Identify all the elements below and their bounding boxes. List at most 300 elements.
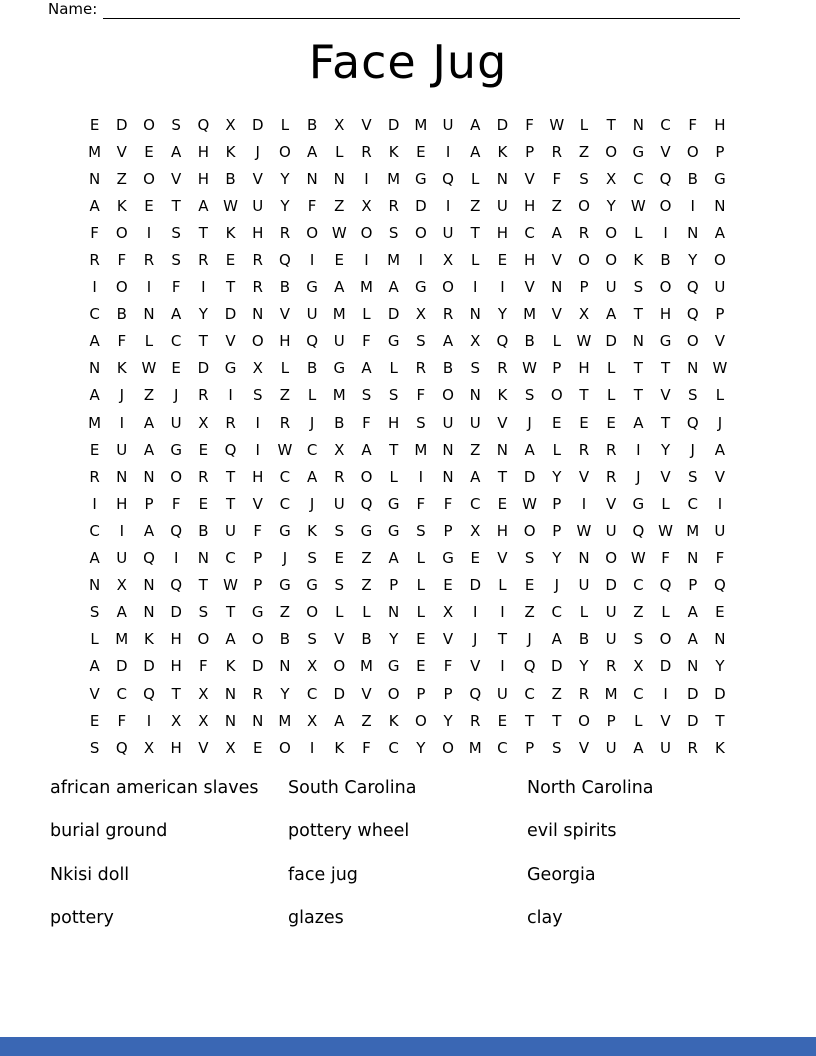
grid-cell: L: [634, 711, 643, 730]
grid-cell: R: [578, 440, 590, 459]
grid-cell: R: [551, 142, 562, 161]
grid-cell: C: [306, 440, 318, 459]
grid-cell: P: [715, 305, 725, 324]
grid-cell: O: [414, 223, 427, 242]
grid-cell: A: [361, 440, 372, 459]
grid-cell: I: [500, 278, 505, 297]
grid-cell: Q: [442, 169, 454, 188]
grid-cell: Q: [306, 332, 318, 351]
grid-cell: N: [143, 467, 155, 486]
grid-cell: O: [578, 251, 590, 270]
grid-cell: S: [334, 521, 345, 540]
word-list: [50, 766, 766, 940]
grid-cell: Q: [170, 521, 183, 540]
grid-cell: O: [197, 630, 210, 649]
grid-cell: F: [171, 278, 181, 297]
grid-cell: T: [660, 413, 671, 432]
grid-cell: V: [497, 413, 508, 432]
grid-cell: N: [224, 711, 237, 730]
grid-cell: J: [527, 413, 532, 432]
grid-cell: J: [527, 630, 532, 649]
grid-cell: G: [659, 332, 672, 351]
grid-cell: Z: [470, 440, 481, 459]
grid-cell: G: [279, 521, 291, 540]
grid-cell: N: [687, 359, 699, 378]
grid-cell: E: [416, 630, 426, 649]
grid-cell: H: [496, 223, 509, 242]
grid-cell: N: [496, 440, 509, 459]
grid-cell: X: [225, 738, 236, 757]
grid-cell: A: [524, 440, 535, 459]
grid-cell: E: [470, 549, 480, 568]
grid-cell: E: [334, 251, 345, 270]
grid-cell: C: [633, 169, 644, 188]
grid-cell: A: [633, 738, 644, 757]
grid-cell: N: [252, 305, 264, 324]
grid-cell: Q: [659, 169, 672, 188]
grid-cell: U: [306, 305, 318, 324]
grid-cell: L: [307, 386, 317, 405]
grid-cell: O: [115, 278, 128, 297]
grid-cell: X: [361, 196, 372, 215]
grid-cell: O: [659, 630, 672, 649]
grid-cell: Q: [143, 549, 155, 568]
grid-cell: S: [416, 521, 426, 540]
grid-cell: F: [117, 711, 127, 730]
grid-cell: X: [442, 603, 454, 622]
grid-cell: H: [279, 332, 291, 351]
grid-cell: V: [470, 657, 481, 676]
grid-cell: U: [469, 413, 481, 432]
grid-cell: Q: [714, 576, 726, 595]
grid-cell: A: [470, 115, 481, 134]
grid-cell: F: [525, 115, 534, 134]
grid-cell: E: [89, 440, 100, 459]
grid-cell: O: [578, 196, 590, 215]
grid-cell: E: [225, 251, 236, 270]
grid-cell: O: [605, 142, 618, 161]
grid-cell: H: [197, 169, 209, 188]
grid-cell: L: [552, 440, 561, 459]
grid-cell: B: [361, 630, 372, 649]
grid-cell: Y: [688, 251, 698, 270]
grid-cell: Q: [279, 251, 291, 270]
grid-cell: L: [579, 603, 589, 622]
grid-cell: K: [714, 738, 725, 757]
grid-cell: M: [359, 657, 373, 676]
page-title: Face Jug: [308, 35, 508, 89]
grid-cell: Q: [197, 115, 210, 134]
grid-cell: D: [116, 115, 128, 134]
grid-cell: G: [415, 169, 427, 188]
grid-cell: P: [389, 576, 399, 595]
grid-cell: U: [605, 603, 617, 622]
name-blank-line[interactable]: [103, 2, 740, 19]
grid-cell: J: [173, 386, 179, 405]
grid-cell: O: [442, 738, 454, 757]
word-list-item: african american slaves: [50, 777, 259, 798]
grid-cell: R: [143, 251, 155, 270]
grid-cell: F: [688, 115, 698, 134]
grid-cell: M: [332, 305, 346, 324]
name-row: [48, 0, 740, 19]
grid-cell: R: [89, 467, 100, 486]
grid-cell: A: [225, 630, 236, 649]
grid-cell: W: [712, 359, 728, 378]
grid-cell: U: [442, 413, 454, 432]
grid-cell: I: [92, 278, 97, 297]
grid-cell: B: [687, 169, 698, 188]
grid-cell: P: [416, 684, 426, 703]
grid-cell: V: [361, 115, 372, 134]
grid-cell: G: [387, 494, 400, 513]
grid-cell: E: [715, 603, 725, 622]
grid-cell: U: [605, 738, 617, 757]
grid-cell: F: [416, 494, 426, 513]
grid-cell: G: [632, 494, 645, 513]
grid-cell: I: [500, 603, 505, 622]
grid-cell: B: [334, 413, 345, 432]
grid-cell: U: [225, 521, 237, 540]
grid-cell: R: [442, 305, 454, 324]
grid-cell: M: [359, 278, 373, 297]
grid-cell: A: [388, 549, 399, 568]
grid-cell: B: [524, 332, 535, 351]
grid-cell: Y: [552, 467, 562, 486]
grid-cell: N: [442, 467, 454, 486]
grid-cell: D: [116, 657, 128, 676]
grid-cell: S: [552, 738, 562, 757]
grid-cell: B: [279, 278, 291, 297]
grid-cell: Q: [224, 440, 237, 459]
grid-cell: D: [605, 576, 617, 595]
grid-cell: Z: [279, 603, 291, 622]
grid-cell: G: [415, 278, 427, 297]
grid-cell: L: [416, 549, 426, 568]
grid-cell: B: [279, 630, 291, 649]
grid-cell: R: [470, 711, 481, 730]
grid-cell: A: [606, 305, 617, 324]
grid-cell: V: [198, 738, 209, 757]
grid-cell: V: [497, 549, 508, 568]
grid-cell: Y: [579, 657, 589, 676]
grid-cell: L: [362, 603, 371, 622]
grid-cell: P: [552, 521, 562, 540]
grid-cell: A: [388, 278, 399, 297]
grid-cell: F: [715, 549, 725, 568]
grid-cell: H: [523, 196, 536, 215]
grid-cell: S: [524, 549, 535, 568]
grid-cell: Y: [715, 657, 725, 676]
grid-cell: G: [714, 169, 726, 188]
grid-cell: I: [663, 223, 668, 242]
grid-cell: N: [279, 657, 291, 676]
grid-cell: B: [442, 359, 454, 378]
grid-cell: T: [171, 684, 181, 703]
grid-cell: C: [497, 738, 508, 757]
grid-cell: I: [146, 711, 152, 730]
grid-cell: M: [387, 251, 401, 270]
grid-cell: B: [660, 251, 671, 270]
grid-cell: D: [659, 657, 672, 676]
grid-cell: W: [522, 494, 538, 513]
grid-cell: K: [116, 359, 127, 378]
grid-cell: C: [279, 467, 291, 486]
grid-cell: Z: [361, 576, 372, 595]
grid-cell: L: [552, 332, 561, 351]
grid-cell: N: [306, 169, 318, 188]
grid-cell: S: [334, 576, 345, 595]
grid-cell: N: [197, 549, 209, 568]
grid-cell: T: [497, 467, 507, 486]
grid-cell: S: [633, 630, 644, 649]
grid-cell: H: [252, 223, 264, 242]
grid-cell: L: [715, 386, 725, 405]
grid-cell: J: [309, 413, 315, 432]
grid-cell: T: [389, 440, 399, 459]
word-search-grid: [81, 111, 734, 761]
grid-cell: U: [170, 413, 182, 432]
grid-cell: N: [88, 576, 101, 595]
grid-cell: G: [306, 576, 318, 595]
grid-cell: V: [578, 738, 590, 757]
grid-cell: K: [497, 386, 508, 405]
grid-cell: E: [334, 549, 345, 568]
grid-cell: I: [445, 142, 451, 161]
grid-cell: A: [714, 440, 726, 459]
grid-cell: P: [606, 711, 616, 730]
grid-cell: K: [388, 711, 399, 730]
grid-cell: C: [524, 223, 535, 242]
grid-cell: Y: [389, 630, 399, 649]
grid-cell: M: [468, 738, 482, 757]
grid-cell: J: [554, 576, 559, 595]
grid-cell: I: [309, 738, 315, 757]
grid-cell: J: [282, 549, 288, 568]
grid-cell: M: [115, 630, 129, 649]
grid-cell: U: [605, 278, 617, 297]
word-list-item: pottery: [50, 908, 114, 929]
word-list-col1: [50, 766, 288, 940]
grid-cell: I: [690, 196, 695, 215]
grid-cell: J: [309, 494, 315, 513]
grid-cell: I: [309, 251, 315, 270]
grid-cell: Z: [578, 142, 590, 161]
grid-cell: B: [225, 169, 236, 188]
grid-cell: E: [443, 576, 453, 595]
grid-cell: S: [89, 603, 100, 622]
grid-cell: W: [141, 359, 157, 378]
grid-cell: Z: [551, 684, 562, 703]
grid-cell: I: [418, 467, 424, 486]
grid-cell: G: [170, 440, 182, 459]
grid-cell: L: [280, 359, 290, 378]
grid-cell: O: [143, 169, 155, 188]
grid-cell: O: [414, 711, 427, 730]
grid-cell: L: [471, 169, 480, 188]
grid-cell: C: [633, 684, 644, 703]
grid-cell: E: [552, 413, 562, 432]
grid-cell: X: [143, 738, 155, 757]
grid-cell: K: [225, 142, 236, 161]
grid-cell: K: [225, 657, 236, 676]
grid-cell: A: [470, 467, 481, 486]
grid-cell: I: [717, 494, 723, 513]
grid-cell: R: [279, 413, 291, 432]
grid-cell: D: [714, 684, 726, 703]
grid-cell: I: [255, 413, 260, 432]
grid-cell: O: [578, 711, 590, 730]
grid-cell: T: [225, 467, 236, 486]
grid-cell: G: [333, 359, 346, 378]
grid-cell: X: [198, 684, 209, 703]
grid-cell: V: [714, 332, 726, 351]
name-label: Name:: [48, 0, 98, 18]
grid-cell: A: [687, 630, 698, 649]
grid-cell: I: [228, 386, 233, 405]
grid-cell: H: [170, 657, 182, 676]
grid-cell: G: [306, 278, 318, 297]
grid-cell: I: [119, 413, 124, 432]
grid-cell: M: [686, 521, 700, 540]
grid-cell: T: [198, 223, 208, 242]
grid-cell: G: [387, 657, 400, 676]
grid-cell: J: [636, 467, 641, 486]
grid-cell: W: [658, 521, 673, 540]
grid-cell: N: [224, 684, 237, 703]
grid-cell: K: [307, 521, 318, 540]
grid-cell: R: [687, 738, 698, 757]
grid-cell: A: [143, 413, 155, 432]
grid-cell: T: [225, 278, 236, 297]
grid-cell: A: [334, 278, 345, 297]
grid-cell: G: [251, 603, 264, 622]
grid-cell: R: [252, 251, 263, 270]
grid-cell: D: [143, 657, 155, 676]
grid-cell: P: [144, 494, 154, 513]
grid-cell: Y: [280, 196, 290, 215]
grid-cell: M: [88, 142, 102, 161]
grid-cell: V: [252, 494, 263, 513]
grid-cell: O: [360, 467, 373, 486]
grid-cell: N: [687, 223, 699, 242]
grid-cell: L: [661, 494, 670, 513]
grid-cell: D: [387, 305, 400, 324]
grid-cell: A: [470, 142, 481, 161]
grid-cell: A: [89, 549, 100, 568]
grid-cell: D: [686, 711, 699, 730]
grid-cell: J: [717, 413, 723, 432]
grid-cell: E: [89, 115, 100, 134]
grid-cell: K: [334, 738, 345, 757]
grid-cell: V: [606, 494, 617, 513]
grid-cell: I: [364, 169, 369, 188]
grid-cell: L: [389, 467, 398, 486]
grid-cell: P: [688, 576, 698, 595]
grid-cell: N: [496, 169, 509, 188]
grid-cell: E: [497, 711, 508, 730]
grid-cell: S: [171, 115, 181, 134]
grid-cell: X: [334, 440, 345, 459]
grid-cell: O: [279, 142, 291, 161]
grid-cell: I: [500, 657, 505, 676]
grid-cell: R: [605, 657, 617, 676]
grid-cell: Z: [334, 196, 345, 215]
grid-cell: D: [686, 684, 699, 703]
grid-cell: C: [660, 115, 671, 134]
grid-cell: V: [524, 169, 535, 188]
grid-cell: F: [552, 169, 562, 188]
grid-cell: A: [89, 657, 100, 676]
grid-cell: E: [497, 494, 508, 513]
grid-cell: E: [252, 738, 263, 757]
grid-cell: I: [418, 251, 424, 270]
grid-cell: S: [388, 386, 399, 405]
grid-cell: S: [171, 223, 181, 242]
grid-cell: S: [252, 386, 263, 405]
grid-cell: C: [633, 576, 644, 595]
grid-cell: A: [442, 332, 454, 351]
grid-cell: F: [362, 413, 371, 432]
grid-cell: O: [387, 684, 400, 703]
grid-cell: D: [170, 603, 182, 622]
grid-cell: L: [90, 630, 99, 649]
grid-cell: O: [442, 386, 454, 405]
grid-cell: D: [333, 684, 346, 703]
grid-cell: O: [686, 142, 699, 161]
grid-cell: U: [442, 223, 454, 242]
grid-cell: P: [715, 142, 725, 161]
grid-cell: W: [522, 359, 538, 378]
grid-cell: M: [387, 169, 401, 188]
grid-cell: C: [551, 603, 563, 622]
word-list-item: evil spirits: [527, 821, 617, 842]
grid-cell: L: [661, 603, 670, 622]
grid-cell: E: [524, 576, 535, 595]
grid-cell: G: [387, 332, 400, 351]
grid-cell: B: [306, 115, 318, 134]
grid-cell: O: [115, 223, 128, 242]
grid-cell: Z: [143, 386, 155, 405]
grid-cell: R: [415, 359, 427, 378]
grid-cell: N: [388, 603, 400, 622]
word-list-col3: [527, 766, 766, 940]
grid-cell: L: [471, 251, 480, 270]
grid-cell: X: [442, 251, 454, 270]
grid-cell: R: [225, 413, 236, 432]
grid-cell: A: [361, 359, 372, 378]
grid-cell: V: [171, 169, 182, 188]
grid-cell: L: [606, 386, 616, 405]
grid-cell: B: [306, 359, 318, 378]
grid-cell: Q: [686, 305, 699, 324]
grid-cell: H: [170, 630, 182, 649]
grid-cell: L: [579, 115, 589, 134]
grid-cell: E: [89, 711, 100, 730]
grid-cell: Q: [170, 576, 183, 595]
grid-cell: H: [659, 305, 672, 324]
grid-cell: Q: [523, 657, 536, 676]
grid-cell: N: [469, 305, 481, 324]
grid-cell: E: [198, 440, 209, 459]
grid-cell: F: [90, 223, 99, 242]
grid-cell: F: [416, 386, 426, 405]
grid-cell: G: [632, 142, 645, 161]
grid-cell: F: [661, 549, 670, 568]
grid-cell: Q: [360, 494, 373, 513]
grid-cell: T: [470, 223, 480, 242]
grid-cell: T: [171, 196, 181, 215]
